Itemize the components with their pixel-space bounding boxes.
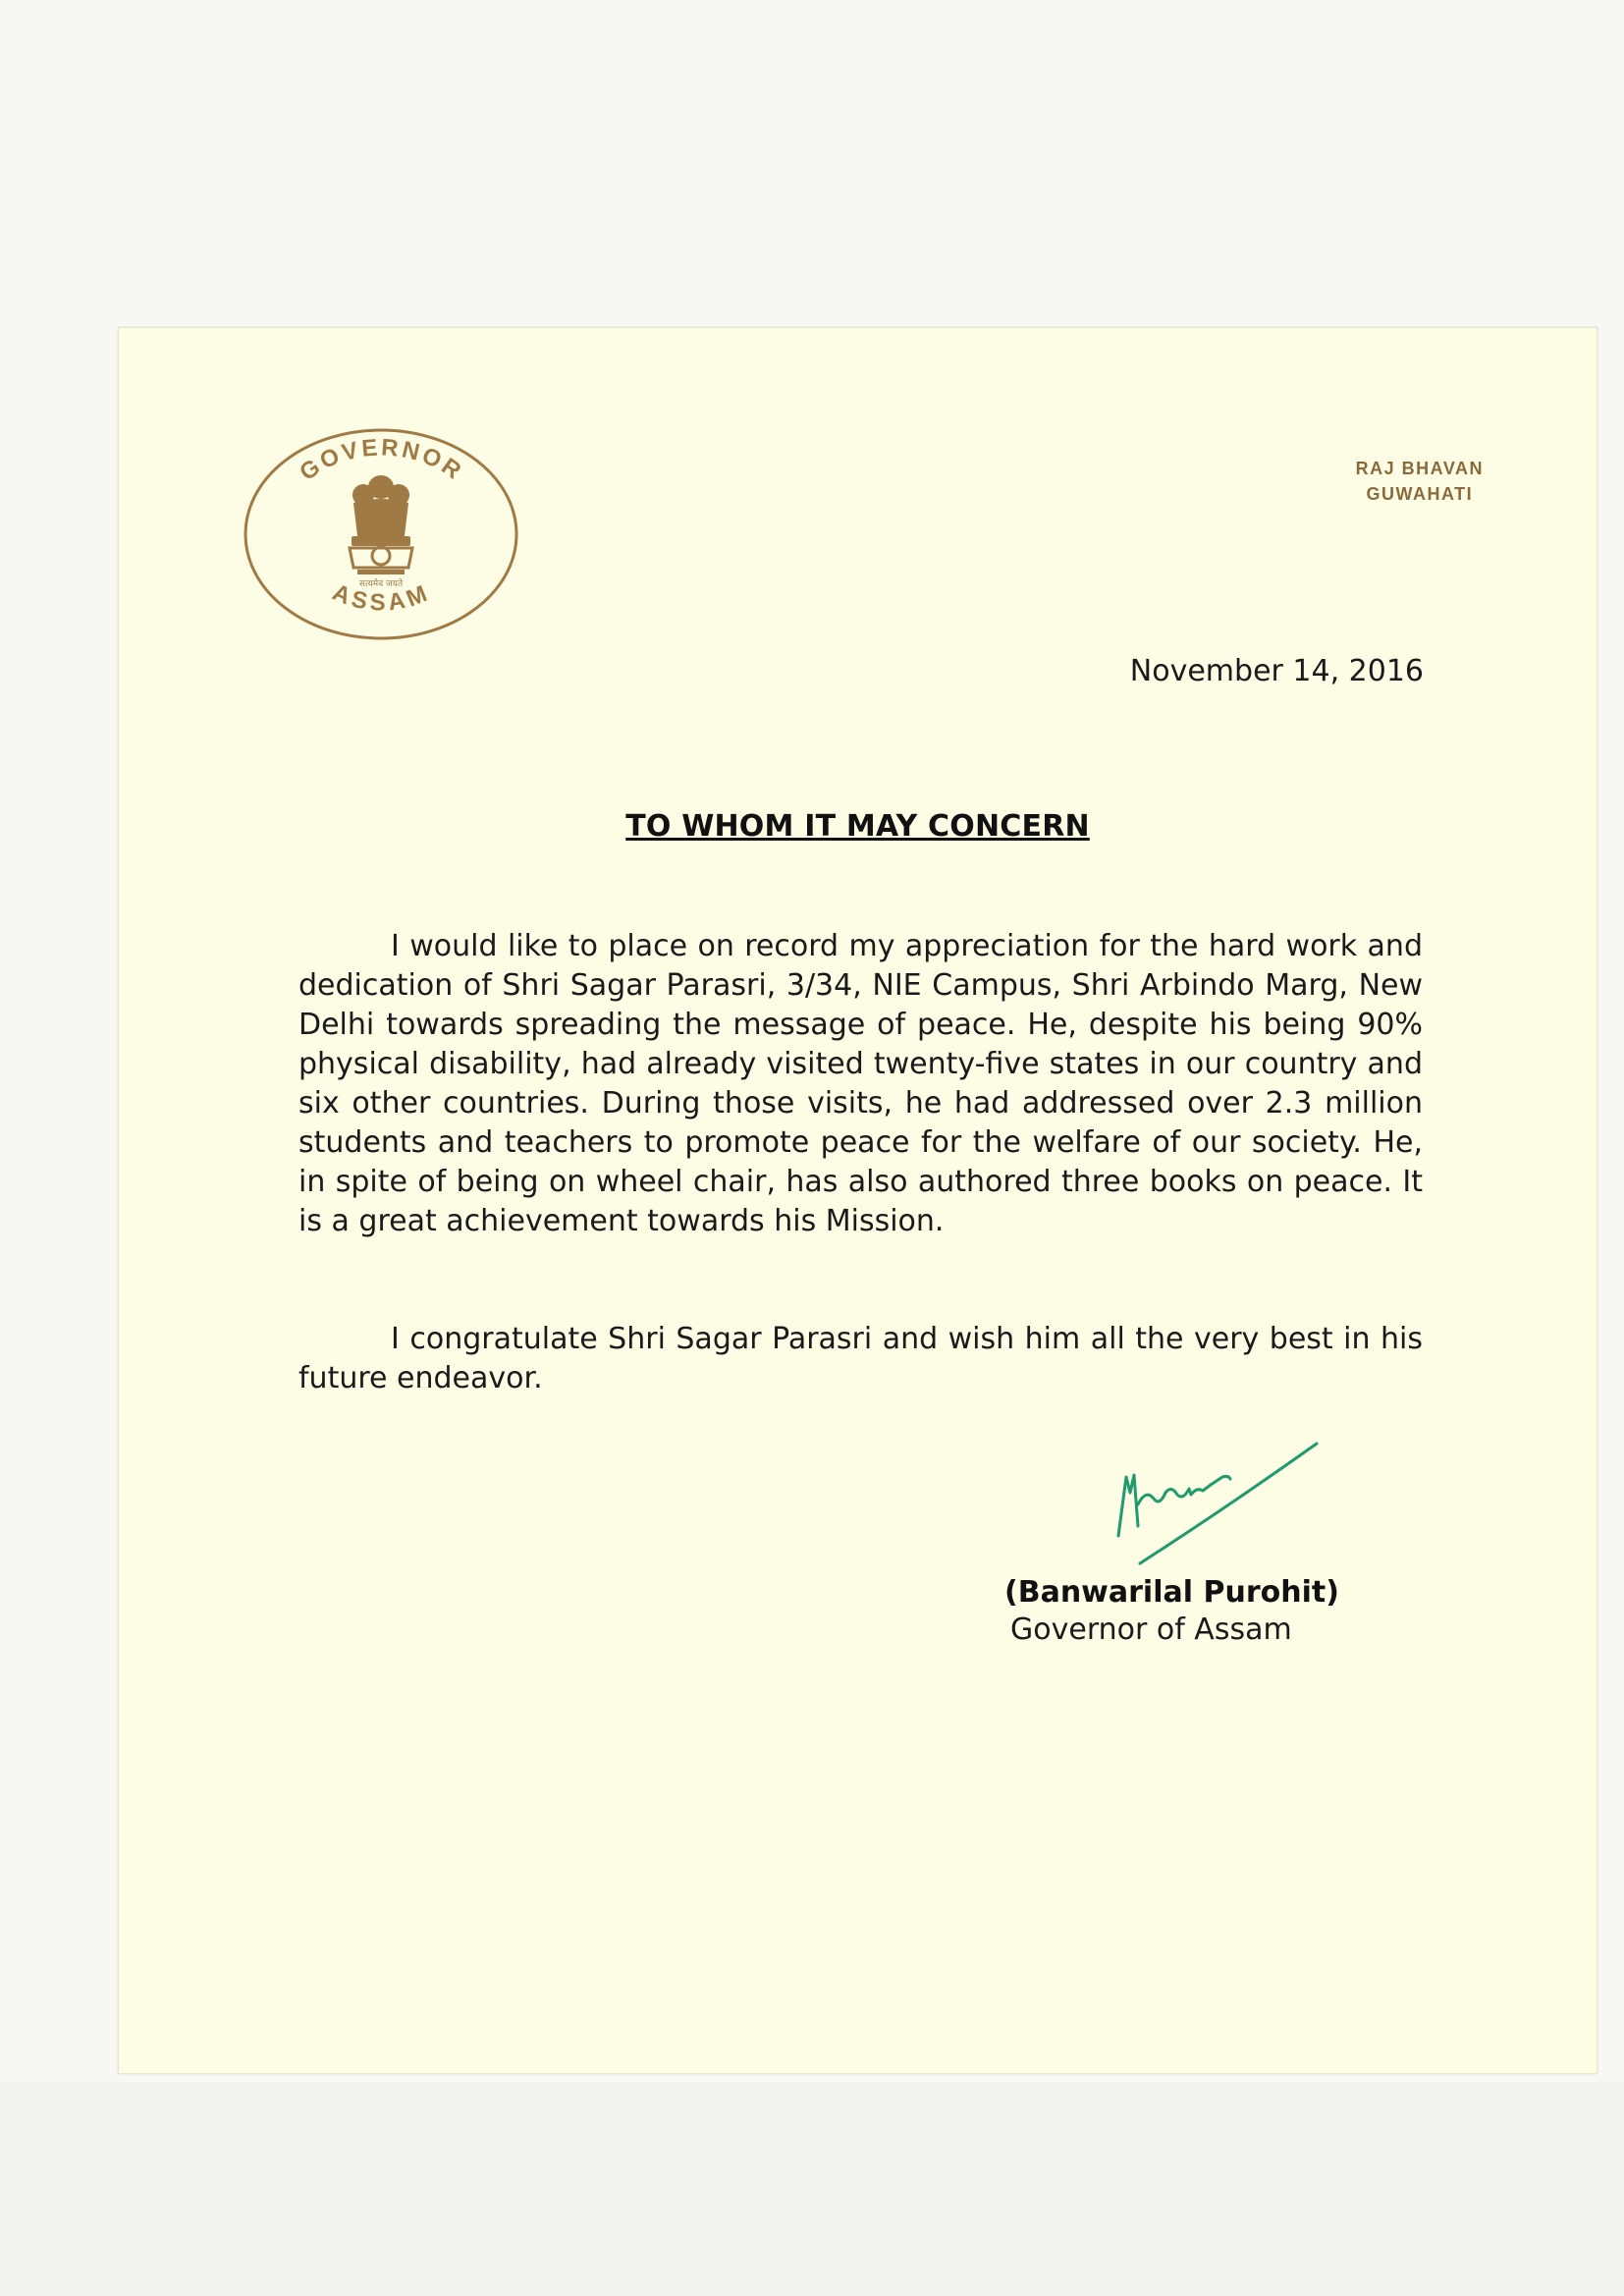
signatory-title: Governor of Assam (1010, 1613, 1292, 1647)
letterhead-address (1356, 456, 1484, 507)
letter-page (118, 327, 1597, 2074)
handwritten-signature (1101, 1436, 1336, 1565)
body-paragraph-1: I would like to place on record my appreciation for the hard work and dedication of Shri Sagar Parasri, 3/34, NIE Campus, Shri Arbindo Marg, New Delhi towards spreading the message of peace. He, despite his being 90% physical disability, had already visited twenty-five states in our country and six other countries. During those visits, he had addressed over 2.3 million students and teachers to promote peace for the welfare of our society. He, in spite of being on wheel chair, has also authored three books on peace. It is a great achievement towards his Mission. (298, 929, 1423, 1238)
letterhead-line-1: RAJ BHAVAN (1355, 459, 1484, 478)
signatory-name: (Banwarilal Purohit) (1004, 1575, 1339, 1610)
subject-heading: TO WHOM IT MAY CONCERN (625, 809, 1090, 844)
seal-bottom-text: ASSAM (328, 578, 435, 617)
seal-top-text: GOVERNOR (295, 434, 468, 487)
scan-background (0, 2082, 1624, 2296)
subject-heading-container (119, 809, 1597, 844)
body-paragraph-2: I congratulate Shri Sagar Parasri and wish him all the very best in his future endeavor. (298, 1322, 1423, 1395)
seal-motto: सत्यमेव जयते (358, 579, 404, 589)
lion-capital-emblem-icon (350, 475, 412, 574)
letterhead-line-2: GUWAHATI (1366, 484, 1474, 504)
letter-date: November 14, 2016 (1129, 654, 1424, 688)
governor-seal (242, 426, 521, 642)
